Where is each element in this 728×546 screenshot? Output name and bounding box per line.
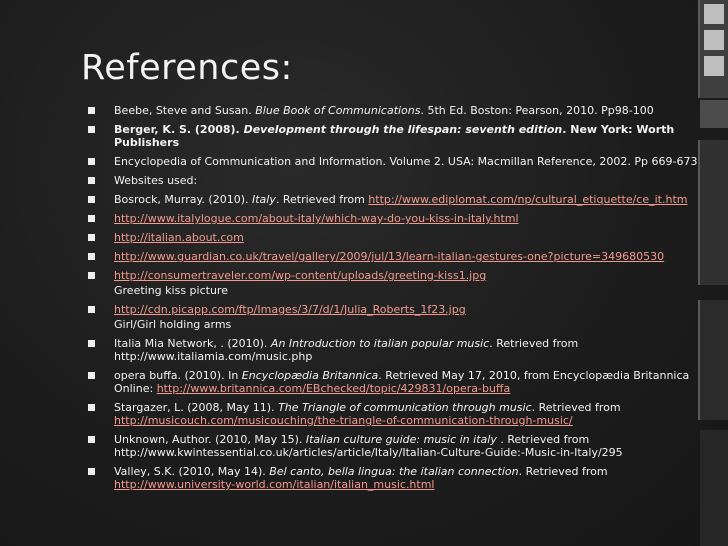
ref-text: Encyclopedia of Communication and Information. Volume 2. USA: Macmillan Reference, 2002. Pp 669-673 xyxy=(114,155,698,168)
references-list xyxy=(88,104,698,497)
bullet-icon xyxy=(88,404,95,411)
ref-text: . Retrieved from xyxy=(518,465,608,478)
bullet-icon xyxy=(88,340,95,347)
ref-title: The Triangle of communication through music xyxy=(278,401,532,414)
ref-title: Encyclopædia Britannica xyxy=(241,369,379,382)
bullet-icon xyxy=(88,253,95,260)
reference-item xyxy=(88,155,698,168)
slide-title: References: xyxy=(81,48,293,88)
reference-item xyxy=(88,337,698,363)
ref-text: . Retrieved from http://www.italiamia.com/music.php xyxy=(114,337,579,363)
reference-item xyxy=(88,401,698,427)
ref-link[interactable]: http://consumertraveler.com/wp-content/uploads/greeting-kiss1.jpg xyxy=(114,269,487,282)
ref-title: Italy xyxy=(252,193,276,206)
ref-text: Stargazer, L. (2008, May 11). xyxy=(114,401,279,414)
bullet-icon xyxy=(88,272,95,279)
ref-link[interactable]: http://www.britannica.com/EBchecked/topic/429831/opera-buffa xyxy=(156,382,511,395)
ref-title: Bel canto, bella lingua: the italian connection xyxy=(269,465,519,478)
reference-item xyxy=(88,369,698,395)
reference-caption xyxy=(88,284,698,297)
ref-text: Beebe, Steve and Susan. xyxy=(114,104,256,117)
ref-text: . Retrieved from http://www.kwintessential.co.uk/articles/article/Italy/Italian-Culture-Guide:-Music-in-Italy/295 xyxy=(114,433,623,459)
bullet-icon xyxy=(88,158,95,165)
ref-title: Blue Book of Communications xyxy=(255,104,421,117)
bullet-icon xyxy=(88,107,95,114)
deco-line xyxy=(698,140,700,285)
ref-text: . Retrieved from xyxy=(275,193,369,206)
bullet-icon xyxy=(88,468,95,475)
deco-block xyxy=(700,430,728,546)
ref-text: . 5th Ed. Boston: Pearson, 2010. Pp98-100 xyxy=(420,104,654,117)
ref-text: Greeting kiss picture xyxy=(114,284,228,297)
ref-link[interactable]: http://italian.about.com xyxy=(114,231,244,244)
ref-text: Websites used: xyxy=(114,174,198,187)
reference-item xyxy=(88,231,698,244)
bullet-icon xyxy=(88,215,95,222)
ref-title: Development through the lifespan: seventh edition xyxy=(243,123,563,136)
ref-text: Unknown, Author. (2010, May 15). xyxy=(114,433,306,446)
deco-block xyxy=(700,100,728,128)
reference-item xyxy=(88,269,698,282)
ref-link[interactable]: http://www.italylogue.com/about-italy/which-way-do-you-kiss-in-italy.html xyxy=(114,212,519,225)
reference-item xyxy=(88,193,698,206)
reference-item xyxy=(88,303,698,316)
reference-caption xyxy=(88,318,698,331)
ref-text: . New York: Worth Publishers xyxy=(114,123,675,149)
ref-link[interactable]: http://cdn.picapp.com/ftp/Images/3/7/d/1/Julia_Roberts_1f23.jpg xyxy=(114,303,466,316)
ref-title: Italian culture guide: music in italy xyxy=(305,433,497,446)
ref-text: Girl/Girl holding arms xyxy=(114,318,232,331)
deco-block xyxy=(700,140,728,285)
bullet-icon xyxy=(88,234,95,241)
ref-text: Bosrock, Murray. (2010). xyxy=(114,193,252,206)
bullet-icon xyxy=(88,126,95,133)
ref-text: Italia Mia Network, . (2010). xyxy=(114,337,271,350)
reference-item xyxy=(88,104,698,117)
ref-text: opera buffa. (2010). In xyxy=(114,369,242,382)
ref-title: An Introduction to italian popular music xyxy=(270,337,490,350)
deco-block xyxy=(700,300,728,420)
bullet-icon xyxy=(88,436,95,443)
bullet-icon xyxy=(88,196,95,203)
deco-line xyxy=(698,300,700,420)
reference-item xyxy=(88,212,698,225)
ref-text: Berger, K. S. (2008). xyxy=(114,123,244,136)
ref-link[interactable]: http://www.guardian.co.uk/travel/gallery/2009/jul/13/learn-italian-gestures-one?picture=349680530 xyxy=(114,250,665,263)
reference-item xyxy=(88,250,698,263)
reference-item xyxy=(88,465,698,491)
deco-square xyxy=(704,4,724,24)
ref-text: . Retrieved from xyxy=(531,401,621,414)
ref-link[interactable]: http://www.university-world.com/italian/italian_music.html xyxy=(114,478,435,491)
bullet-icon xyxy=(88,372,95,379)
ref-link[interactable]: http://www.ediplomat.com/np/cultural_etiquette/ce_it.htm xyxy=(368,193,688,206)
ref-text: Valley, S.K. (2010, May 14). xyxy=(114,465,270,478)
reference-item xyxy=(88,433,698,459)
deco-square xyxy=(704,56,724,76)
ref-text: . Retrieved May 17, 2010, from Encyclopædia Britannica Online: xyxy=(114,369,690,395)
deco-square xyxy=(704,30,724,50)
reference-item xyxy=(88,123,698,149)
deco-line xyxy=(698,0,700,98)
bullet-icon xyxy=(88,177,95,184)
ref-link[interactable]: http://musicouch.com/musicouching/the-triangle-of-communication-through-music/ xyxy=(114,414,573,427)
bullet-icon xyxy=(88,306,95,313)
reference-item xyxy=(88,174,698,187)
